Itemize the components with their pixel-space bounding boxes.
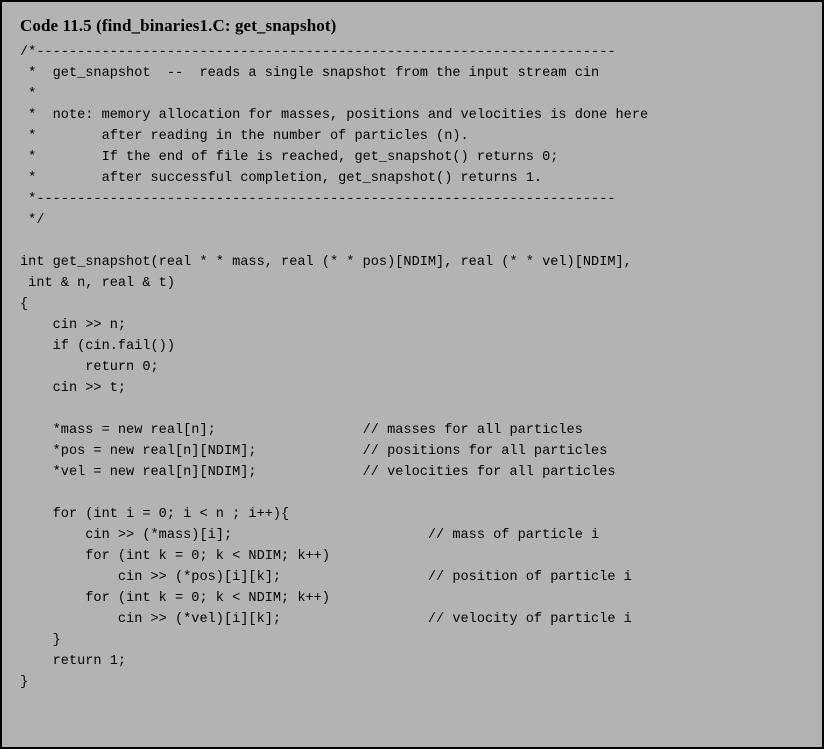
code-line: int get_snapshot(real * * mass, real (* * pos)[NDIM], real (* * vel)[NDIM], [20, 255, 632, 270]
code-line: for (int k = 0; k < NDIM; k++) [20, 591, 330, 606]
code-line: cin >> (*mass)[i]; // mass of particle i [20, 528, 600, 543]
code-line: for (int i = 0; i < n ; i++){ [20, 507, 290, 522]
code-line: { [20, 297, 29, 312]
code-line: *vel = new real[n][NDIM]; // velocities for all particles [20, 465, 616, 480]
figure-caption: Code 11.5 (find_binaries1.C: get_snapshot) [20, 16, 337, 35]
code-line [20, 231, 804, 252]
code-line: * get_snapshot -- reads a single snapshot from the input stream cin [20, 66, 600, 81]
code-line: /*----------------------------------------------------------------------- [20, 45, 616, 60]
code-line: * after reading in the number of particles (n). [20, 129, 469, 144]
code-listing [20, 42, 804, 693]
code-line: * If the end of file is reached, get_snapshot() returns 0; [20, 150, 559, 165]
code-line: cin >> (*pos)[i][k]; // position of particle i [20, 570, 632, 585]
code-line: return 0; [20, 360, 159, 375]
code-line: cin >> (*vel)[i][k]; // velocity of particle i [20, 612, 632, 627]
code-line: * note: memory allocation for masses, positions and velocities is done here [20, 108, 649, 123]
code-line: *----------------------------------------------------------------------- [20, 192, 616, 207]
code-line: */ [20, 213, 45, 228]
code-line: if (cin.fail()) [20, 339, 175, 354]
code-line: * after successful completion, get_snapshot() returns 1. [20, 171, 543, 186]
code-line: return 1; [20, 654, 127, 669]
code-line: *pos = new real[n][NDIM]; // positions for all particles [20, 444, 608, 459]
code-line: * [20, 87, 37, 102]
code-line: *mass = new real[n]; // masses for all particles [20, 423, 583, 438]
code-line: } [20, 675, 29, 690]
code-line [20, 399, 804, 420]
code-line: cin >> t; [20, 381, 127, 396]
code-line: } [20, 633, 61, 648]
code-line: int & n, real & t) [20, 276, 175, 291]
code-line [20, 483, 804, 504]
code-line: for (int k = 0; k < NDIM; k++) [20, 549, 330, 564]
code-line: cin >> n; [20, 318, 127, 333]
